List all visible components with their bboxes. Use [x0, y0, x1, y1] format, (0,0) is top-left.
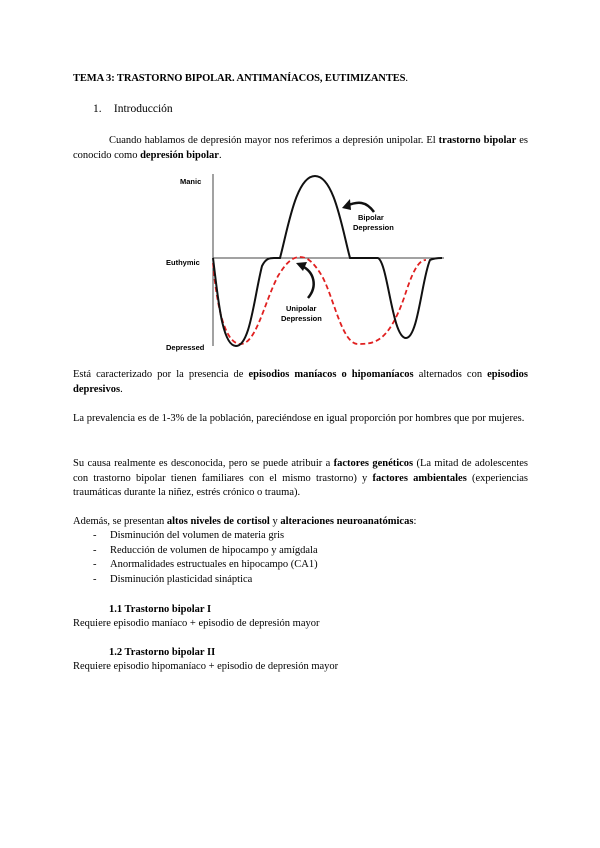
- subsection-text-bipolar-i: Requiere episodio maníaco + episodio de depresión mayor: [73, 618, 320, 629]
- causes-paragraph: Su causa realmente es desconocida, pero se puede atribuir a factores genéticos (La mitad de adolescentes con trastorno bipolar tienen familiares con el mismo trastorno) y factores ambientales (experiencias traumáticas durante la niñez, estrés crónico o trauma).: [73, 458, 528, 498]
- annotation-unipolar-line2: Depression: [281, 314, 322, 323]
- annotation-unipolar-line1: Unipolar: [286, 304, 317, 313]
- document-title: TEMA 3: TRASTORNO BIPOLAR. ANTIMANÍACOS, EUTIMIZANTES.: [73, 73, 408, 84]
- bipolar-depression-curve: [213, 176, 442, 346]
- list-item: - Disminución plasticidad sináptica: [93, 573, 318, 588]
- findings-paragraph: Además, se presentan altos niveles de cortisol y alteraciones neuroanatómicas:: [73, 516, 417, 527]
- list-item: - Anormalidades estructuales en hipocampo (CA1): [93, 558, 318, 573]
- section-number: 1.: [93, 103, 102, 115]
- bipolar-arrowhead: [342, 199, 351, 210]
- y-label-euthymic: Euthymic: [166, 258, 200, 267]
- unipolar-arrow: [302, 266, 314, 298]
- subsection-heading-bipolar-ii: 1.2 Trastorno bipolar II: [109, 647, 216, 658]
- mood-cycle-diagram: [166, 168, 444, 358]
- intro-paragraph: Cuando hablamos de depresión mayor nos referimos a depresión unipolar. El trastorno bipolar es conocido como depresión bipolar.: [73, 135, 528, 161]
- findings-list: [93, 529, 318, 587]
- annotation-bipolar-line2: Depression: [353, 223, 394, 232]
- list-item: - Disminución del volumen de materia gris: [93, 529, 318, 544]
- y-label-depressed: Depressed: [166, 343, 205, 352]
- subsection-text-bipolar-ii: Requiere episodio hipomaníaco + episodio de depresión mayor: [73, 661, 339, 672]
- subsection-heading-bipolar-i: 1.1 Trastorno bipolar I: [109, 604, 212, 615]
- list-item: - Reducción de volumen de hipocampo y amígdala: [93, 544, 318, 559]
- annotation-bipolar-line1: Bipolar: [358, 213, 384, 222]
- characterization-paragraph: Está caracterizado por la presencia de episodios maníacos o hipomaníacos alternados con episodios depresivos.: [73, 369, 528, 395]
- prevalence-paragraph: La prevalencia es de 1-3% de la población, pareciéndose en igual proporción por hombres que por mujeres.: [73, 413, 525, 424]
- y-label-manic: Manic: [180, 177, 202, 186]
- unipolar-depression-curve: [213, 257, 426, 344]
- section-label: Introducción: [113, 103, 173, 115]
- section-heading-introduccion: [93, 103, 173, 115]
